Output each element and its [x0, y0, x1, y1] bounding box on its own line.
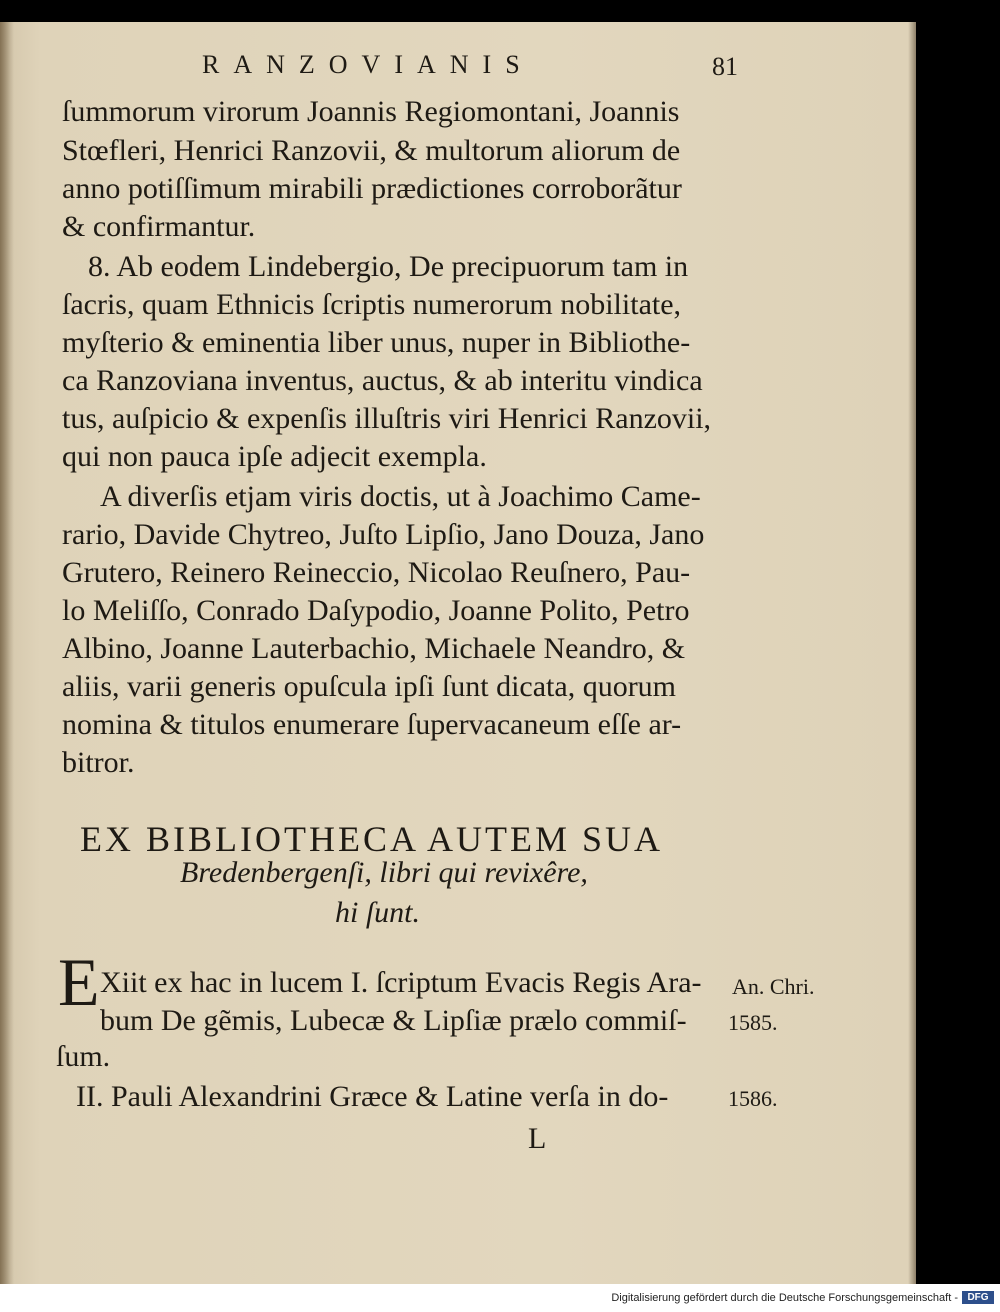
entry-line: II. Pauli Alexandrini Græce & Latine verſa in do- [76, 1080, 669, 1113]
body-line: 8. Ab eodem Lindebergio, De precipuorum tam in [88, 250, 689, 283]
body-line: ca Ranzoviana inventus, auctus, & ab interitu vindica [62, 364, 703, 397]
section-heading: EX BIBLIOTHECA AUTEM SUA [80, 819, 663, 859]
margin-note-year-label: An. Chri. [732, 974, 815, 999]
body-line: qui non pauca ipſe adjecit exempla. [62, 440, 487, 473]
body-line: aliis, varii generis opuſcula ipſi ſunt dicata, quorum [62, 670, 677, 703]
section-subheading-end: hi ſunt. [335, 896, 421, 929]
entry-line: Xiit ex hac in lucem I. ſcriptum Evacis Regis Ara- [100, 966, 702, 999]
page-number: 81 [712, 52, 738, 81]
running-head: RANZOVIANIS [202, 50, 534, 79]
entry-line: ſum. [56, 1040, 111, 1073]
catchword: L [528, 1122, 547, 1155]
body-line: Stœfleri, Henrici Ranzovii, & multorum aliorum de [62, 134, 681, 167]
body-line: bitror. [62, 746, 135, 779]
body-line: ſacris, quam Ethnicis ſcriptis numerorum nobilitate, [62, 288, 682, 321]
body-line: nomina & titulos enumerare ſupervacaneum eſſe ar- [62, 708, 682, 741]
body-line: A diverſis etjam viris doctis, ut à Joachimo Came- [100, 480, 701, 513]
margin-note-year: 1585. [728, 1010, 778, 1035]
drop-capital: E [58, 944, 100, 1020]
footer-credit: Digitalisierung gefördert durch die Deutsche Forschungsgemeinschaft - [611, 1292, 958, 1304]
section-subheading: Bredenbergenſi, libri qui revixêre, [180, 856, 588, 889]
dfg-logo: DFG [962, 1291, 994, 1304]
body-line: & confirmantur. [62, 210, 256, 243]
body-line: tus, auſpicio & expenſis illuſtris viri Henrici Ranzovii, [62, 402, 712, 435]
body-line: lo Meliſſo, Conrado Daſypodio, Joanne Polito, Petro [62, 594, 690, 627]
body-line: Grutero, Reinero Reineccio, Nicolao Reuſnero, Pau- [62, 556, 691, 589]
body-line: rario, Davide Chytreo, Juſto Lipſio, Jano Douza, Jano [62, 518, 705, 551]
body-line: ſummorum virorum Joannis Regiomontani, Joannis [62, 95, 680, 128]
body-line: Albino, Joanne Lauterbachio, Michaele Neandro, & [62, 632, 686, 665]
body-line: anno potiſſimum mirabili prædictiones corroborãtur [62, 172, 682, 205]
body-line: myſterio & eminentia liber unus, nuper in Bibliothe- [62, 326, 691, 359]
entry-line: bum De gẽmis, Lubecæ & Lipſiæ prælo commiſ- [100, 1004, 687, 1037]
margin-note-year: 1586. [728, 1086, 778, 1111]
footer-bar [0, 1284, 1000, 1312]
